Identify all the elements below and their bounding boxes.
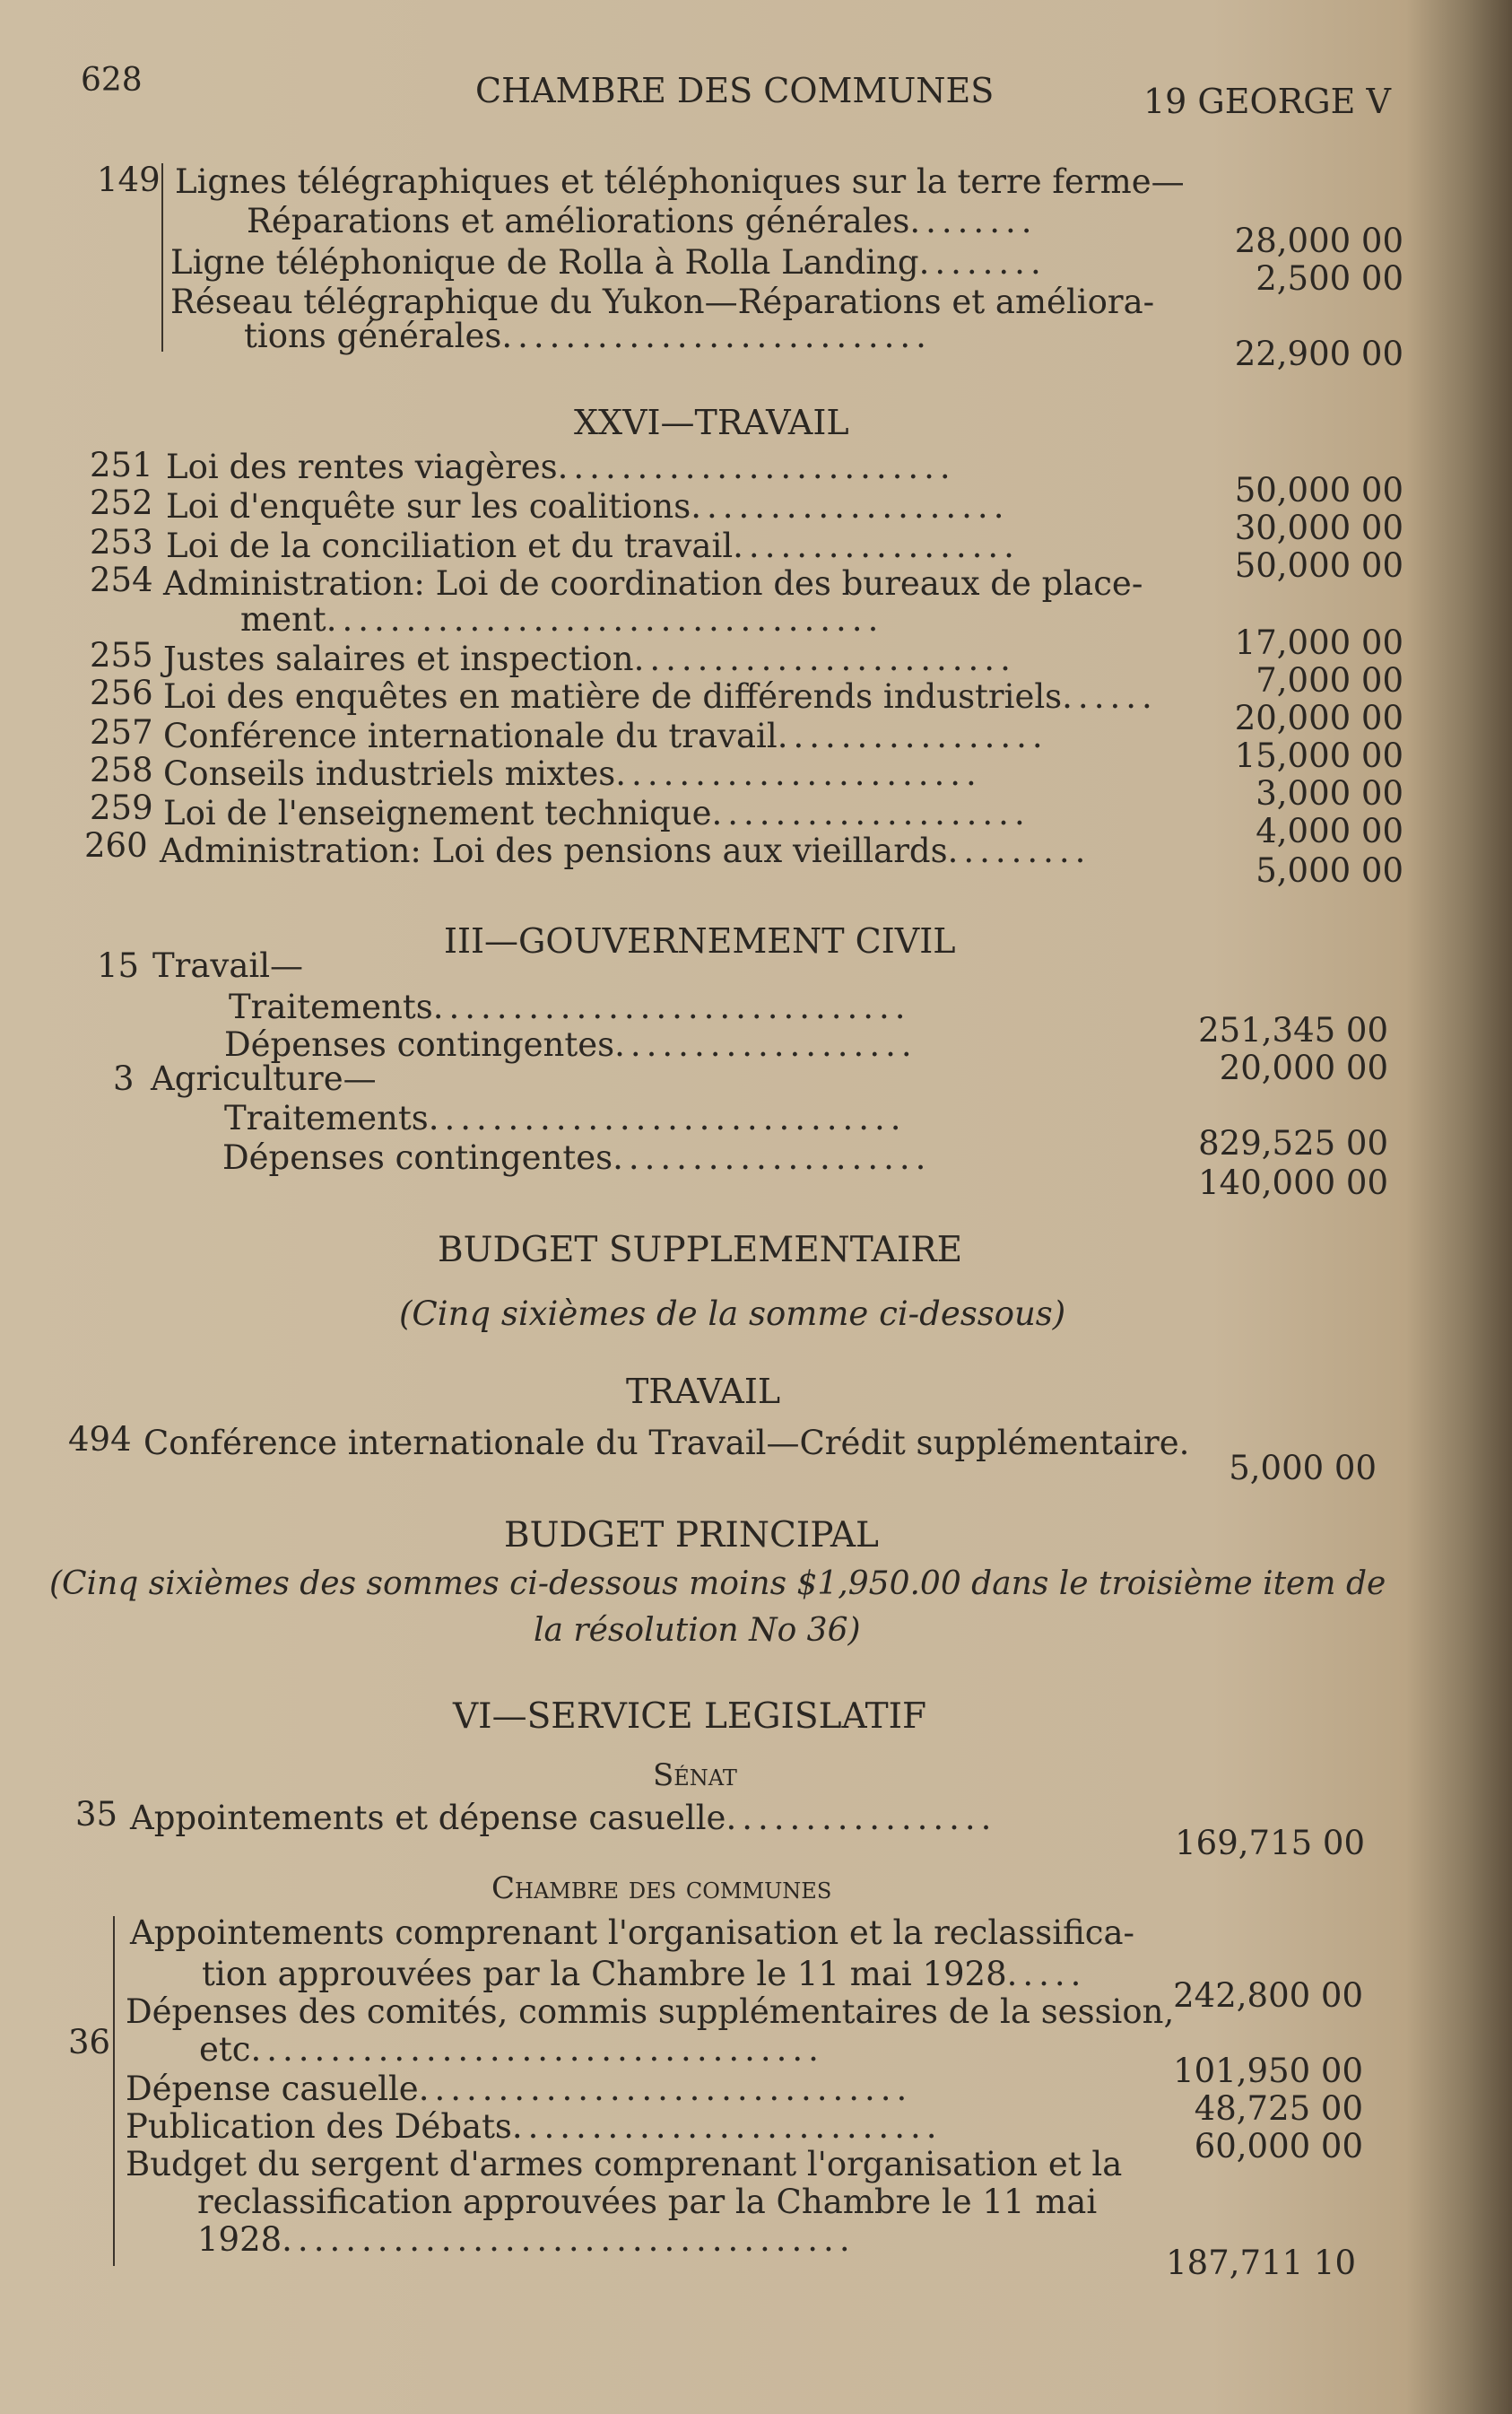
- amount-252: 30,000 00: [1234, 509, 1403, 547]
- item-259-text: Loi de l'enseignement technique....................: [163, 794, 1030, 832]
- item-36-line5b: reclassification approuvées par la Chambre le 11 mai: [197, 2183, 1098, 2221]
- amount-258: 3,000 00: [1256, 774, 1403, 813]
- civil-agriculture-traitements: Traitements..............................: [224, 1099, 907, 1137]
- amount-494: 5,000 00: [1229, 1449, 1377, 1487]
- amount-36-comites: 101,950 00: [1173, 2052, 1363, 2090]
- item-36-line4: Publication des Débats...........................: [126, 2107, 943, 2146]
- item-149-line3: Ligne téléphonique de Rolla à Rolla Landing........: [170, 243, 1047, 282]
- amount-civil-agriculture-traitements: 829,525 00: [1198, 1124, 1388, 1163]
- budget-principal-note-line2: la résolution No 36): [534, 1612, 861, 1649]
- item-36-line2b: etc....................................: [199, 2030, 824, 2069]
- item-35-text: Appointements et dépense casuelle.................: [130, 1799, 997, 1837]
- item-494-text: Conférence internationale du Travail—Crédit supplémentaire.: [143, 1424, 1190, 1462]
- item-256-text: Loi des enquêtes en matière de différends industriels......: [163, 677, 1158, 716]
- item-259-number: 259: [90, 789, 153, 827]
- item-252-text: Loi d'enquête sur les coalitions....................: [166, 487, 1010, 526]
- amount-35: 169,715 00: [1175, 1824, 1365, 1862]
- civil-agriculture-label: Agriculture—: [151, 1059, 377, 1098]
- civil-travail-traitements: Traitements..............................: [229, 988, 911, 1026]
- amount-255: 7,000 00: [1256, 661, 1403, 700]
- amount-36-casuelle: 48,725 00: [1194, 2089, 1363, 2128]
- brace-149: [161, 163, 170, 352]
- item-36-line5c: 1928....................................: [197, 2220, 856, 2259]
- item-258-number: 258: [90, 751, 153, 789]
- amount-36-sergent: 187,711 10: [1166, 2244, 1356, 2282]
- amount-251: 50,000 00: [1234, 471, 1403, 510]
- civil-travail-label: Travail—: [152, 946, 304, 985]
- civil-travail-depenses: Dépenses contingentes...................: [224, 1025, 917, 1064]
- item-36-line2a: Dépenses des comités, commis supplémentaires de la session,: [126, 1992, 1175, 2031]
- item-149-line1: Lignes télégraphiques et téléphoniques sur la terre ferme—: [175, 162, 1185, 201]
- item-149-line2: Réparations et améliorations générales........: [247, 202, 1038, 240]
- budget-supplementaire-note: (Cinq sixièmes de la somme ci-dessous): [399, 1294, 1066, 1333]
- item-494-number: 494: [68, 1420, 132, 1459]
- amount-256: 20,000 00: [1234, 699, 1403, 737]
- item-257-number: 257: [90, 713, 153, 752]
- item-255-text: Justes salaires et inspection........................: [163, 640, 1016, 678]
- item-36-line1a: Appointements comprenant l'organisation et la reclassifica-: [130, 1913, 1135, 1952]
- item-36-line5a: Budget du sergent d'armes comprenant l'organisation et la: [126, 2145, 1123, 2183]
- page-number: 628: [81, 62, 143, 99]
- item-260-number: 260: [84, 826, 148, 865]
- item-254-text: Administration: Loi de coordination des bureaux de place-: [163, 564, 1143, 603]
- civil-agriculture-depenses: Dépenses contingentes....................: [222, 1138, 932, 1177]
- civil-agriculture-number: 3: [113, 1059, 135, 1098]
- budget-principal-heading: BUDGET PRINCIPAL: [504, 1515, 879, 1556]
- item-257-text: Conférence internationale du travail.................: [163, 717, 1048, 755]
- budget-supplementaire-heading: BUDGET SUPPLEMENTAIRE: [438, 1230, 963, 1270]
- item-252-number: 252: [90, 484, 153, 522]
- amount-260: 5,000 00: [1256, 851, 1403, 890]
- section-heading-civil: III—GOUVERNEMENT CIVIL: [444, 921, 956, 961]
- budget-principal-note-line1: (Cinq sixièmes des sommes ci-dessous moins $1,950.00 dans le troisième item de: [49, 1565, 1386, 1602]
- amount-253: 50,000 00: [1234, 546, 1403, 585]
- item-256-number: 256: [90, 674, 153, 712]
- item-254-text-cont: ment...................................: [240, 600, 884, 639]
- amount-36-appointements: 242,800 00: [1173, 1976, 1363, 2015]
- amount-36-debats: 60,000 00: [1194, 2127, 1363, 2166]
- amount-civil-travail-depenses: 20,000 00: [1219, 1049, 1388, 1087]
- amount-civil-travail-traitements: 251,345 00: [1198, 1011, 1388, 1050]
- amount-149-a: 28,000 00: [1234, 222, 1403, 260]
- civil-travail-number: 15: [97, 946, 140, 985]
- item-260-text: Administration: Loi des pensions aux vieillards.........: [160, 832, 1091, 870]
- amount-149-b: 2,500 00: [1256, 259, 1403, 298]
- amount-254: 17,000 00: [1234, 623, 1403, 662]
- item-253-text: Loi de la conciliation et du travail..................: [166, 527, 1020, 565]
- chambre-heading: Chambre des communes: [491, 1870, 832, 1906]
- item-36-line1b: tion approuvées par la Chambre le 11 mai 1928.....: [202, 1955, 1087, 1993]
- item-254-number: 254: [90, 561, 153, 599]
- item-149-number: 149: [97, 161, 161, 199]
- item-149-line5: tions générales...........................: [244, 317, 932, 355]
- item-251-text: Loi des rentes viagères.........................: [166, 448, 956, 486]
- brace-36: [113, 1916, 122, 2266]
- page-title: CHAMBRE DES COMMUNES: [475, 71, 995, 110]
- item-253-number: 253: [90, 523, 153, 562]
- section-heading-legislatif: VI—SERVICE LEGISLATIF: [453, 1696, 927, 1737]
- section-heading-travail: XXVI—TRAVAIL: [574, 403, 849, 442]
- amount-civil-agriculture-depenses: 140,000 00: [1198, 1163, 1388, 1202]
- reign-label: 19 GEORGE V: [1143, 82, 1391, 121]
- item-255-number: 255: [90, 636, 153, 675]
- amount-259: 4,000 00: [1256, 812, 1403, 850]
- item-149-line4: Réseau télégraphique du Yukon—Réparations et améliora-: [170, 283, 1155, 321]
- amount-149-c: 22,900 00: [1234, 335, 1403, 373]
- supplementaire-section-travail: TRAVAIL: [626, 1372, 781, 1411]
- senat-heading: Sénat: [653, 1757, 737, 1793]
- item-36-number: 36: [68, 2023, 111, 2061]
- item-36-line3: Dépense casuelle...............................: [126, 2070, 913, 2108]
- item-258-text: Conseils industriels mixtes.......................: [163, 754, 982, 793]
- item-251-number: 251: [90, 446, 153, 484]
- amount-257: 15,000 00: [1234, 736, 1403, 775]
- item-35-number: 35: [75, 1795, 118, 1834]
